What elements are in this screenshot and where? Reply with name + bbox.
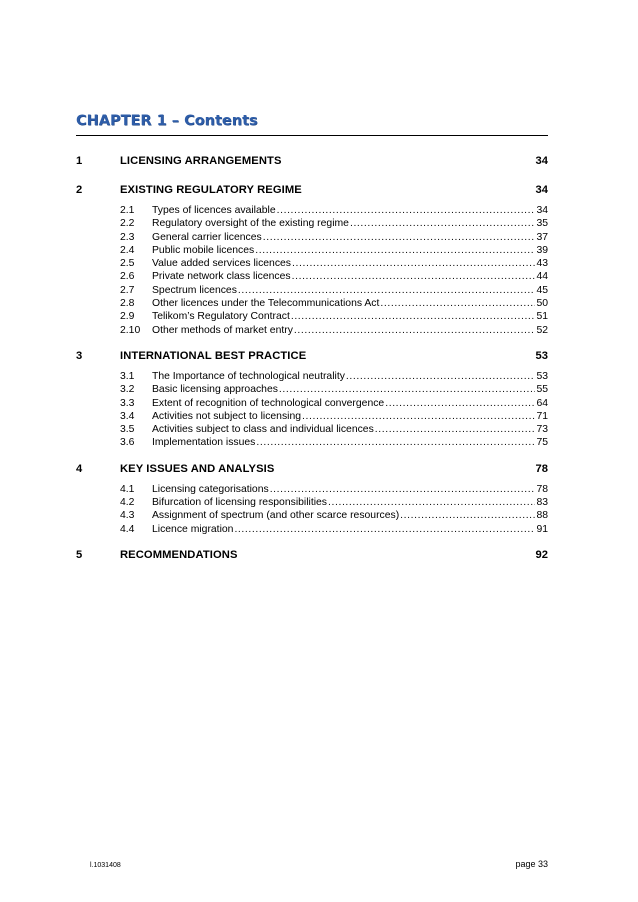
subsection-number: 3.1: [120, 370, 135, 382]
dot-leader: [346, 370, 536, 383]
section-title: LICENSING ARRANGEMENTS: [120, 155, 282, 167]
section-title: INTERNATIONAL BEST PRACTICE: [120, 349, 307, 362]
subsection-number: 4.3: [120, 510, 135, 522]
toc-subsection-entry[interactable]: [76, 284, 548, 297]
table-of-contents: [76, 151, 548, 565]
toc-subsection-entry[interactable]: [76, 423, 548, 436]
section-title: KEY ISSUES AND ANALYSIS: [120, 462, 275, 475]
dot-leader: [400, 509, 535, 522]
subsection-page: 83: [536, 497, 548, 509]
toc-subsection-list: [76, 483, 548, 536]
subsection-title: Private network class licences: [152, 271, 291, 283]
subsection-number: 3.5: [120, 424, 135, 436]
section-number: 1: [76, 155, 83, 167]
dot-leader: [292, 257, 535, 270]
subsection-title: Value added services licences: [152, 258, 292, 270]
dot-leader: [234, 523, 535, 536]
dot-leader: [375, 423, 536, 436]
title-rule: [76, 135, 548, 136]
toc-subsection-list: [76, 370, 548, 450]
subsection-title: The Importance of technological neutrality: [152, 370, 345, 382]
subsection-number: 2.2: [120, 218, 135, 230]
subsection-title: Telikom’s Regulatory Contract: [152, 311, 290, 323]
subsection-title: Public mobile licences: [152, 244, 255, 256]
subsection-page: 75: [536, 437, 548, 449]
section-page: 53: [535, 349, 548, 362]
dot-leader: [385, 397, 535, 410]
toc-subsection-entry[interactable]: [76, 397, 548, 410]
subsection-number: 4.4: [120, 523, 135, 535]
toc-subsection-entry[interactable]: [76, 297, 548, 310]
toc-section-entry[interactable]: [76, 545, 548, 565]
section-title: EXISTING REGULATORY REGIME: [120, 184, 302, 196]
subsection-page: 73: [536, 424, 548, 436]
subsection-page: 78: [536, 483, 548, 495]
subsection-title: Basic licensing approaches: [152, 384, 278, 396]
dot-leader: [270, 483, 536, 496]
dot-leader: [302, 410, 535, 423]
subsection-page: 52: [536, 324, 548, 336]
subsection-number: 4.2: [120, 497, 135, 509]
section-page: 92: [535, 548, 548, 561]
subsection-title: Activities not subject to licensing: [152, 410, 302, 422]
subsection-title: Extent of recognition of technological convergence: [152, 397, 385, 409]
subsection-page: 91: [536, 523, 548, 535]
subsection-title: Activities subject to class and individual licences: [152, 424, 374, 436]
subsection-number: 2.6: [120, 271, 135, 283]
subsection-page: 44: [536, 271, 548, 283]
toc-subsection-entry[interactable]: [76, 523, 548, 536]
subsection-number: 3.2: [120, 384, 135, 396]
dot-leader: [238, 284, 536, 297]
dot-leader: [255, 244, 535, 257]
toc-subsection-entry[interactable]: [76, 410, 548, 423]
section-number: 2: [76, 184, 83, 196]
toc-subsection-entry[interactable]: [76, 257, 548, 270]
section-number: 4: [76, 462, 83, 475]
dot-leader: [263, 231, 536, 244]
dot-leader: [350, 217, 535, 230]
subsection-number: 2.4: [120, 244, 135, 256]
subsection-title: Spectrum licences: [152, 284, 237, 296]
subsection-page: 35: [536, 218, 548, 230]
subsection-title: General carrier licences: [152, 231, 262, 243]
chapter-title: CHAPTER 1 – Contents: [76, 113, 258, 129]
toc-section-entry[interactable]: [76, 459, 548, 479]
toc-subsection-entry[interactable]: [76, 217, 548, 230]
document-id: l.1031408: [90, 862, 121, 869]
subsection-number: 3.6: [120, 437, 135, 449]
section-page: 78: [535, 462, 548, 475]
toc-subsection-entry[interactable]: [76, 324, 548, 337]
subsection-page: 34: [536, 205, 548, 216]
subsection-page: 64: [536, 397, 548, 409]
subsection-page: 43: [536, 258, 548, 270]
dot-leader: [292, 270, 536, 283]
section-number: 3: [76, 349, 83, 362]
section-number: 5: [76, 548, 83, 561]
toc-subsection-entry[interactable]: [76, 483, 548, 496]
subsection-number: 2.10: [120, 324, 141, 336]
dot-leader: [277, 204, 536, 217]
section-page: 34: [535, 184, 548, 196]
subsection-title: Regulatory oversight of the existing regime: [152, 218, 349, 230]
subsection-number: 3.4: [120, 410, 135, 422]
section-title: RECOMMENDATIONS: [120, 548, 238, 561]
subsection-page: 50: [536, 298, 548, 310]
subsection-page: 39: [536, 244, 548, 256]
subsection-number: 3.3: [120, 397, 135, 409]
subsection-page: 53: [536, 370, 548, 382]
subsection-page: 51: [536, 311, 548, 323]
subsection-number: 2.8: [120, 298, 135, 310]
section-page: 34: [535, 155, 548, 167]
subsection-title: Other licences under the Telecommunications Act: [152, 298, 380, 310]
page-number: page 33: [515, 859, 548, 869]
toc-section-entry[interactable]: [76, 151, 548, 171]
subsection-title: Other methods of market entry: [152, 324, 293, 336]
subsection-page: 88: [536, 510, 548, 522]
toc-subsection-entry[interactable]: [76, 231, 548, 244]
dot-leader: [279, 383, 536, 396]
subsection-title: Licensing categorisations: [152, 483, 269, 495]
toc-subsection-entry[interactable]: [76, 270, 548, 283]
subsection-page: 55: [536, 384, 548, 396]
toc-subsection-entry[interactable]: [76, 496, 548, 509]
subsection-title: Assignment of spectrum (and other scarce resources): [152, 510, 400, 522]
toc-subsection-entry[interactable]: [76, 244, 548, 257]
dot-leader: [291, 310, 536, 323]
subsection-title: Implementation issues: [152, 437, 256, 449]
subsection-number: 4.1: [120, 483, 135, 495]
subsection-page: 45: [536, 284, 548, 296]
toc-section-entry[interactable]: [76, 346, 548, 366]
dot-leader: [256, 436, 535, 449]
dot-leader: [328, 496, 535, 509]
subsection-title: Types of licences available: [152, 205, 276, 216]
subsection-title: Licence migration: [152, 523, 234, 535]
toc-section-entry[interactable]: [76, 180, 548, 200]
subsection-title: Bifurcation of licensing responsibilities: [152, 497, 327, 509]
subsection-page: 37: [536, 231, 548, 243]
toc-subsection-entry[interactable]: [76, 436, 548, 449]
toc-subsection-entry[interactable]: [76, 383, 548, 396]
dot-leader: [294, 324, 536, 337]
subsection-number: 2.9: [120, 311, 135, 323]
toc-subsection-list: [76, 204, 548, 337]
subsection-number: 2.5: [120, 258, 135, 270]
subsection-number: 2.7: [120, 284, 135, 296]
subsection-number: 2.3: [120, 231, 135, 243]
dot-leader: [380, 297, 535, 310]
toc-subsection-entry[interactable]: [76, 370, 548, 383]
subsection-number: 2.1: [120, 205, 135, 216]
subsection-page: 71: [536, 410, 548, 422]
toc-subsection-entry[interactable]: [76, 204, 548, 217]
toc-subsection-entry[interactable]: [76, 509, 548, 522]
toc-subsection-entry[interactable]: [76, 310, 548, 323]
